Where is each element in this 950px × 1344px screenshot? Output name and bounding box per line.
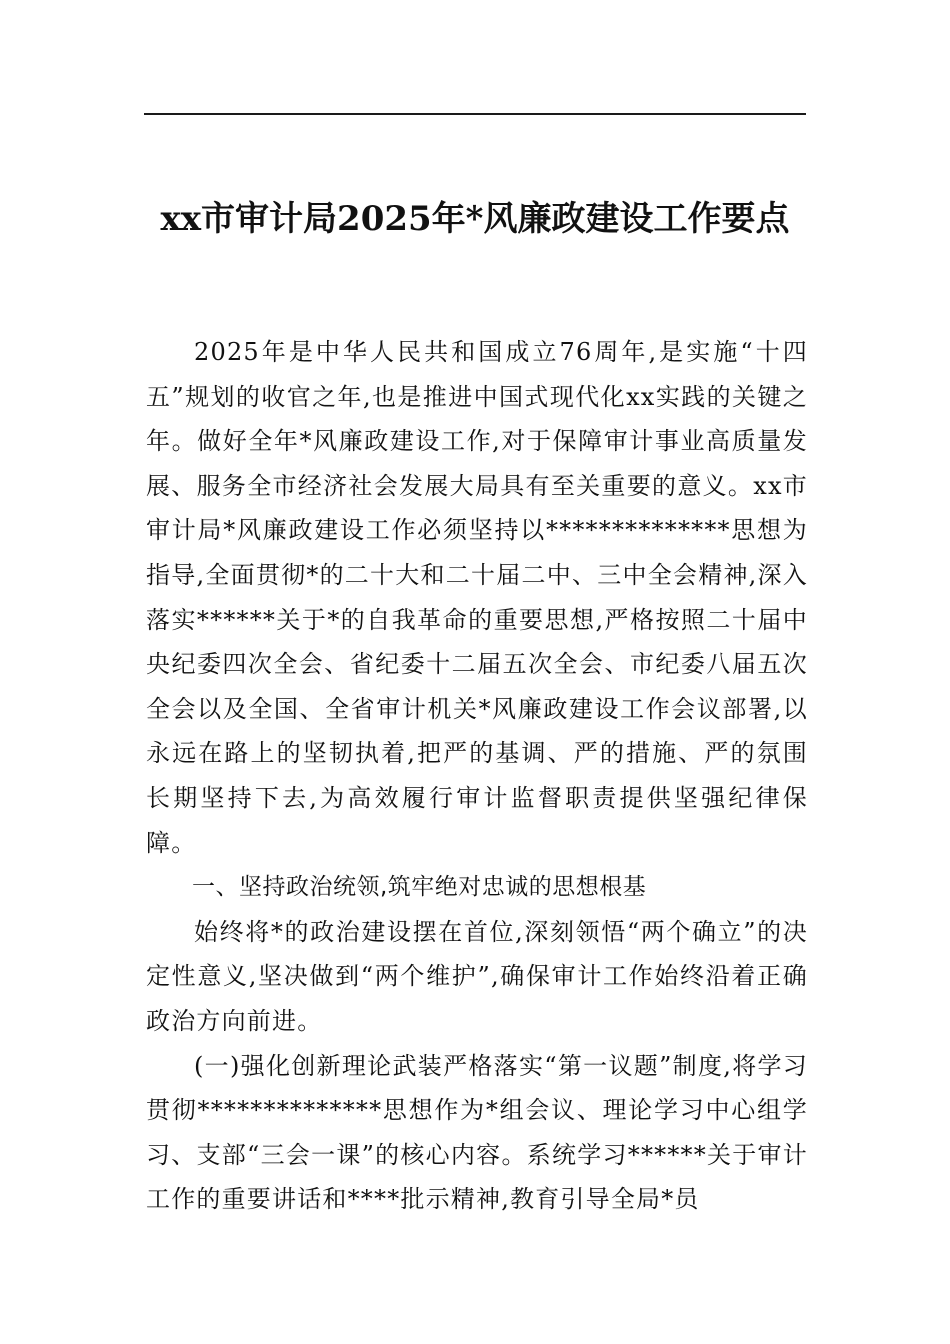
intro-paragraph: 2025年是中华人民共和国成立76周年,是实施“十四五”规划的收官之年,也是推进中国式现代化xx实践的关键之年。做好全年*风廉政建设工作,对于保障审计事业高质量发展、服务全市经济社会发展大局具有至关重要的意义。xx市审计局*风廉政建设工作必须坚持以**************思想为指导,全面贯彻*的二十大和二十届二中、三中全会精神,深入落实******关于*的自我革命的重要思想,严格按照二十届中央纪委四次全会、省纪委十二届五次全会、市纪委八届五次全会以及全国、全省审计机关*风廉政建设工作会议部署,以永远在路上的坚韧执着,把严的基调、严的措施、严的氛围长期坚持下去,为高效履行审计监督职责提供坚强纪律保障。 bbox=[146, 338, 808, 857]
header-rule bbox=[144, 113, 806, 115]
document-title: xx市审计局2025年*风廉政建设工作要点 bbox=[160, 199, 790, 239]
subsection-paragraph: (一)强化创新理论武装严格落实“第一议题”制度,将学习贯彻**************思想作为*组会议、理论学习中心组学习、支部“三会一课”的核心内容。系统学习******关于审计工作的重要讲话和****批示精神,教育引导全局*员 bbox=[146, 1051, 808, 1214]
document-body bbox=[146, 330, 808, 1222]
section-intro-paragraph: 始终将*的政治建设摆在首位,深刻领悟“两个确立”的决定性意义,坚决做到“两个维护”,确保审计工作始终沿着正确政治方向前进。 bbox=[146, 917, 808, 1035]
section-heading: 一、坚持政治统领,筑牢绝对忠诚的思想根基 bbox=[192, 874, 647, 901]
